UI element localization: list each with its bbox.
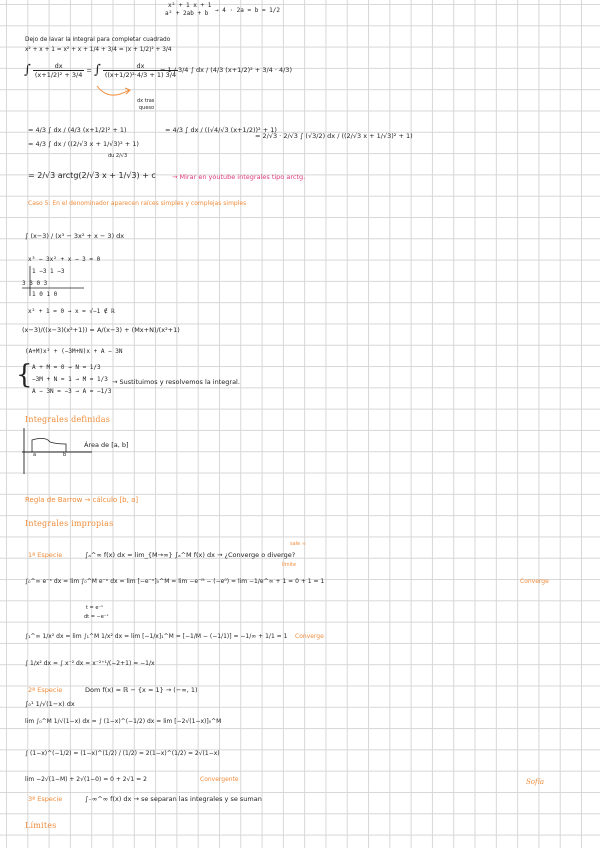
step2-under: du 2/√3 xyxy=(108,153,128,159)
system-eq-2: −3M + N = 1 → M = 1/3 xyxy=(32,376,108,383)
kind1-sub: límite xyxy=(282,562,297,568)
kind1-text: ∫ₐ^∞ f(x) dx = lim_{M→∞} ∫ₐ^M f(x) dx → ¿Converge o diverge? xyxy=(85,551,296,559)
example-2-tag: Converge xyxy=(295,633,324,640)
top-line-2: a² + 2ab + b xyxy=(165,10,209,17)
substitution-1: t = e⁻ˣ xyxy=(86,605,104,611)
ruffini-row-2: 3 3 0 3 xyxy=(22,280,48,287)
example-3b: lim ∫₀^M 1/√(1−x) dx = ∫ (1−x)^(−1/2) dx = lim [−2√(1−x)]₀^M xyxy=(25,718,222,725)
system-note: → Sustituimos y resolvemos la integral. xyxy=(112,378,240,386)
example-3d: lim −2√(1−M) + 2√(1−0) = 0 + 2√1 = 2 xyxy=(25,776,147,783)
step1-eq: = xyxy=(86,66,92,75)
signature: Sofía xyxy=(526,778,545,786)
step2-a: = 4/3 ∫ dx / (4/3 (x+1/2)² + 1) xyxy=(28,126,127,134)
step2-c: = 4/3 ∫ dx / ((2/√3 x + 1/√3)² + 1) xyxy=(28,140,139,148)
step1-mid-den: ((x+1/2)²·4/3 + 1) 3/4 xyxy=(104,71,177,79)
kind2-label: 2ª Especie xyxy=(28,686,63,694)
ruffini-row-1: 1 −3 1 −3 xyxy=(32,268,65,275)
step1-lhs-fraction xyxy=(33,62,84,79)
case5-expand: (A+M)x² + (−3M+N)x + A − 3N xyxy=(25,348,123,355)
example-1: ∫₀^∞ e⁻ˣ dx = lim ∫₀^M e⁻ˣ dx = lim [−e⁻ˣ]₀^M = lim −e⁻ᴹ − (−e⁰) = lim −1/e^∞ + 1 = 0 + 1 = 1 xyxy=(25,578,325,585)
system-eq-3: A − 3N = −3 → A = −1/3 xyxy=(32,388,112,395)
case5-decomp: (x−3)/((x−3)(x²+1)) = A/(x−3) + (Mx+N)/(x²+1) xyxy=(22,326,180,334)
completion-note: Dejo de lavar la integral para completar cuadrado xyxy=(25,37,171,43)
substitution-2: dt = −e⁻ˣ xyxy=(84,614,109,620)
case5-integral: ∫ (x−3) / (x³ − 3x² + x − 3) dx xyxy=(25,232,125,240)
area-text: Área de [a, b] xyxy=(84,441,129,449)
result-note: → Mirar en youtube integrales tipo arctg. xyxy=(172,173,306,181)
definite-title: Integrales definidas xyxy=(25,415,110,424)
barrow-title: Regla de Barrow → cálculo [b, a] xyxy=(25,496,139,504)
result-text: = 2/√3 arctg(2/√3 x + 1/√3) + c xyxy=(28,171,156,180)
completion-step1-rhs: = 1 / 3/4 ∫ dx / (4/3 (x+1/2)² + 3/4 · 4/3) xyxy=(160,66,292,74)
kind3-text: ∫₋∞^∞ f(x) dx → se separan las integrales y se suman xyxy=(85,795,262,803)
example-3: ∫₀¹ 1/√(1−x) dx xyxy=(25,700,75,708)
top-line-1: x² + 1 x + 1 xyxy=(168,2,212,9)
top-line-3: → 4 · 2a = b = 1/2 xyxy=(215,7,281,14)
system-brace: { xyxy=(16,360,33,390)
example-1-tag: Converge xyxy=(520,578,549,585)
improper-title: Integrales impropias xyxy=(25,519,114,528)
example-3c: ∫ (1−x)^(−1/2) = (1−x)^(1/2) / (1/2) = 2(1−x)^(1/2) = 2√(1−x) xyxy=(25,750,220,757)
step2-b: = 4/3 ∫ dx / ((√4/√3 (x+1/2))² + 1) xyxy=(165,126,277,134)
example-3-tag: Convergente xyxy=(200,776,239,783)
ruffini-row-3: 1 0 1 0 xyxy=(32,291,58,298)
integral-sign: ∫ xyxy=(24,62,31,78)
ruffini-lines xyxy=(28,266,88,296)
kind2-text: Dom f(x) = ℝ − {x = 1} → (−∞, 1) xyxy=(85,686,198,694)
step1-lhs-num: dx xyxy=(33,62,84,71)
kind1-label: 1ª Especie xyxy=(28,551,63,559)
kind3-label: 3ª Especie xyxy=(28,795,63,803)
case5-roots: x² + 1 = 0 → x = √−1 ∉ ℝ xyxy=(28,308,115,315)
system-eq-1: A + M = 0 → N = 1/3 xyxy=(32,364,101,371)
case5-poly: x³ − 3x² + x − 3 = 0 xyxy=(28,256,101,263)
integral-sign: ∫ xyxy=(93,62,101,78)
completion-step1 xyxy=(24,62,178,79)
completion-expansion: x² + x + 1 = x² + x + 1/4 + 3/4 = (x + 1/2)² + 3/4 xyxy=(25,47,172,53)
example-2b: ∫ 1/x² dx = ∫ x⁻² dx = x⁻²⁺¹/(−2+1) = −1/x xyxy=(25,660,155,667)
orange-arrow-icon xyxy=(95,84,135,104)
kind1-sup: sale ∞ xyxy=(290,541,306,547)
example-2: ∫₁^∞ 1/x² dx = lim ∫₁^M 1/x² dx = lim [−1/x]₁^M = [−1/M − (−1/1)] = −1/∞ + 1/1 = 1 xyxy=(25,633,288,640)
side-note-1: dx tras xyxy=(137,98,155,104)
step2-d: = 2/√3 · 2/√3 ∫ (√3/2) dx / ((2/√3 x + 1/√3)² + 1) xyxy=(255,132,413,140)
area-label-b: b xyxy=(63,452,67,458)
step1-lhs-den: (x+1/2)² + 3/4 xyxy=(34,71,83,79)
footer-title: Límites xyxy=(25,821,57,830)
case5-title: Caso 5: En el denominador aparecen raíces simples y complejas simples xyxy=(28,200,247,207)
side-note-2: queso xyxy=(139,105,155,111)
step1-mid-num: dx xyxy=(103,62,178,71)
area-label-a: a xyxy=(33,452,37,458)
